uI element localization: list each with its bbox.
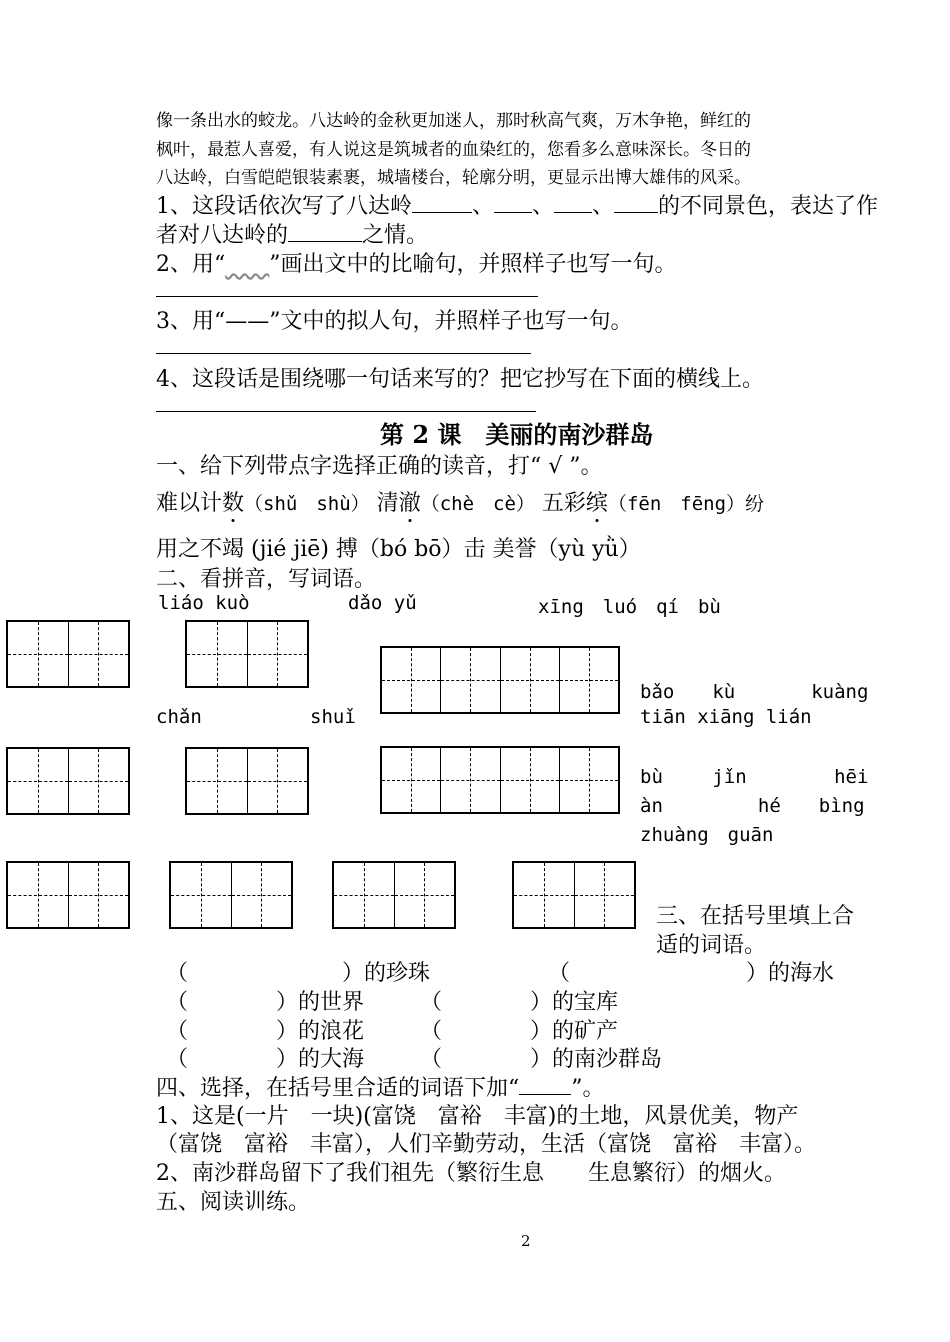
pinyin-3: xīng luó qí bù (538, 596, 721, 618)
fill-item[interactable]: （ ）的世界 (166, 990, 365, 1015)
pinyin-1: liáo kuò (158, 592, 250, 614)
pinyin-choice[interactable]: （chè cè） (420, 493, 535, 515)
answer-blank[interactable] (288, 223, 362, 242)
pinyin-10: zhuàng guān (640, 824, 774, 846)
passage-line-2: 枫叶，最惹人喜爱，有人说这是筑城者的血染红的，您看多么意味深长。冬日的 (156, 140, 751, 160)
lesson-title: 第 2 课 美丽的南沙群岛 (380, 420, 654, 449)
pinyin-choice[interactable]: （fēn fēng）纷 (607, 493, 765, 515)
writing-grid[interactable] (512, 861, 636, 929)
writing-grid[interactable] (185, 747, 309, 815)
pinyin-8: bù jǐn hēi (640, 766, 869, 788)
section-1-line-1: 难以计数（shǔ shù） 清澈（chè cè） 五彩缤（fēn fēng）纷 (156, 491, 765, 516)
answer-line[interactable] (156, 296, 538, 297)
fill-item[interactable]: （ ）的珍珠 (166, 961, 431, 986)
writing-grid[interactable] (6, 861, 130, 929)
section-3-heading-cont: 适的词语。 (656, 933, 767, 958)
section-4-heading: 四、选择，在括号里合适的词语下加“ ”。 (156, 1076, 605, 1101)
pinyin-choice[interactable]: （shǔ shù） (244, 493, 370, 515)
section-2-heading: 二、看拼音，写词语。 (156, 567, 377, 592)
fill-item[interactable]: （ ）的浪花 (166, 1019, 365, 1044)
answer-line[interactable] (156, 411, 536, 412)
answer-blank[interactable] (412, 194, 472, 213)
section-1-line-2: 用之不竭 (jié jiē) 搏（bó bō）击 美誉（yù yǜ） (156, 537, 641, 562)
section-3-heading: 三、在括号里填上合 (656, 904, 855, 929)
passage-line-1: 像一条出水的蛟龙。八达岭的金秋更加迷人，那时秋高气爽，万木争艳，鲜红的 (156, 111, 751, 131)
pinyin-6: shuǐ (310, 706, 356, 728)
writing-grid[interactable] (6, 747, 130, 815)
question-1-text-b: 的不同景色，表达了作 (658, 194, 879, 219)
question-4: 4、这段话是围绕哪一句话来写的？把它抄写在下面的横线上。 (156, 367, 764, 392)
answer-blank[interactable] (554, 194, 592, 213)
section-5-heading: 五、阅读训练。 (156, 1190, 311, 1215)
writing-grid[interactable] (6, 620, 130, 688)
fill-item[interactable]: （ ）的大海 (166, 1047, 365, 1072)
fill-item[interactable]: （ ）的宝库 (420, 990, 619, 1015)
writing-grid[interactable] (380, 746, 620, 814)
pinyin-4: bǎo kù kuàng (640, 681, 869, 703)
underline-sample (519, 1076, 571, 1095)
writing-grid[interactable] (169, 861, 293, 929)
pinyin-9: àn hé bìng (640, 795, 865, 817)
section-4-line-2[interactable]: （富饶 富裕 丰富），人们辛勤劳动，生活（富饶 富裕 丰富）。 (156, 1132, 817, 1157)
question-3: 3、用“——”文中的拟人句，并照样子也写一句。 (156, 309, 633, 334)
section-1-heading: 一、给下列带点字选择正确的读音，打“ √ ”。 (156, 454, 603, 479)
question-2: 2、用“ ”画出文中的比喻句，并照样子也写一句。 (156, 252, 677, 277)
writing-grid[interactable] (380, 646, 620, 714)
section-4-line-3[interactable]: 2、南沙群岛留下了我们祖先（繁衍生息 生息繁衍）的烟火。 (156, 1161, 786, 1186)
question-1: 1、这段话依次写了八达岭 、 、 、 的不同景色，表达了作 (156, 194, 879, 219)
question-1-cont: 者对八达岭的 之情。 (156, 223, 429, 248)
section-4-line-1[interactable]: 1、这是(一片 一块)(富饶 富裕 丰富)的土地，风景优美，物产 (156, 1104, 799, 1129)
passage-line-3: 八达岭，白雪皑皑银装素裹，城墙楼台，轮廓分明，更显示出博大雄伟的风采。 (156, 168, 751, 188)
page-number: 2 (521, 1232, 531, 1250)
answer-line[interactable] (156, 353, 531, 354)
pinyin-7: tiān xiāng lián (640, 706, 812, 728)
pinyin-5: chǎn (156, 706, 202, 728)
fill-item[interactable]: （ ）的南沙群岛 (420, 1047, 663, 1072)
fill-item[interactable]: （ ）的矿产 (420, 1019, 619, 1044)
writing-grid[interactable] (332, 861, 456, 929)
writing-grid[interactable] (185, 620, 309, 688)
wavy-mark-icon (225, 252, 269, 277)
pinyin-2: dǎo yǔ (348, 592, 417, 614)
fill-item[interactable]: （ ）的海水 (548, 961, 835, 986)
question-1-text-a: 1、这段话依次写了八达岭 (156, 194, 412, 219)
answer-blank[interactable] (614, 194, 658, 213)
answer-blank[interactable] (494, 194, 532, 213)
